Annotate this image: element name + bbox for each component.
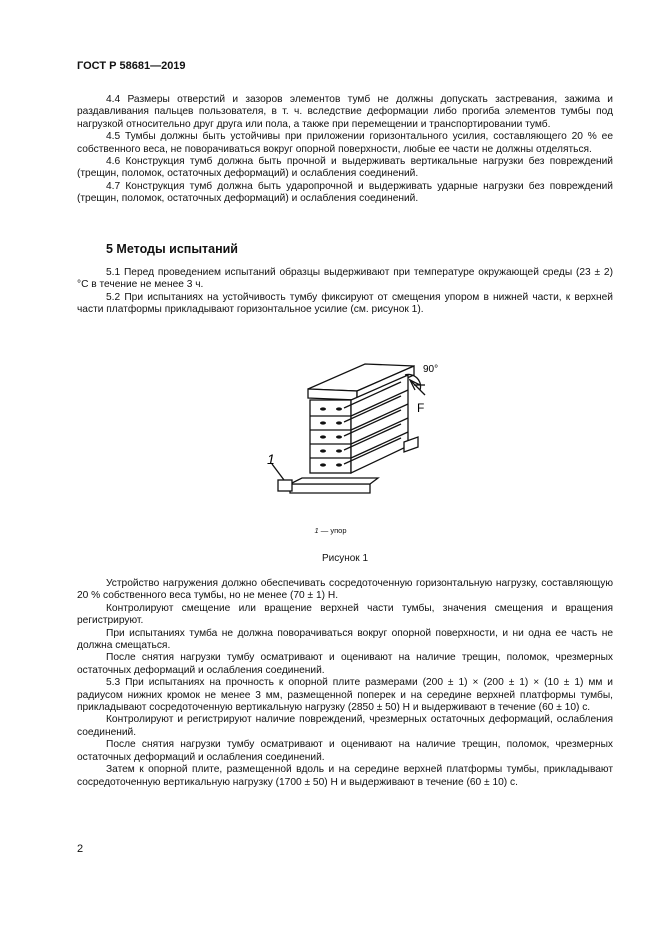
bottom-paragraphs	[77, 578, 613, 789]
paragraph-5-1: 5.1 Перед проведением испытаний образцы выдерживают при температуре окружающей среды (23 ± 2) °С в течение не менее 3 ч.	[77, 267, 613, 291]
paragraph-register-damage: Контролируют и регистрируют наличие повреждений, чрезмерных остаточных деформаций, ослабления соединений.	[77, 714, 613, 738]
paragraph-control-displacement: Контролируют смещение или вращение верхней части тумбы, значения смещения и вращения регистрируют.	[77, 602, 613, 627]
handle-mark	[320, 463, 326, 466]
force-label: F	[417, 401, 425, 415]
nightstand-diagram	[260, 350, 440, 500]
legend-number: 1	[314, 526, 319, 535]
paragraph-loading-device: Устройство нагружения должно обеспечивать сосредоточенную горизонтальную нагрузку, составляющую 20 % собственного веса тумбы, но не менее (70 ± 1) Н.	[77, 578, 613, 602]
paragraph-longitudinal-load: Затем к опорной плите, размещенной вдоль и на середине верхней платформы тумбы, прикладывают сосредоточенную вертикальную нагрузку (1700 ± 50) Н и выдерживают в течение (60 ± 10) с.	[77, 764, 613, 788]
section-heading: 5 Методы испытаний	[106, 242, 238, 256]
document-header: ГОСТ Р 58681—2019	[77, 60, 186, 72]
paragraph-4-5: 4.5 Тумбы должны быть устойчивы при приложении горизонтального усилия, составляющего 20 % ее собственного веса, не поворачиваться вокруг опорной поверхности, любые ее части не должны отделяться.	[77, 131, 613, 155]
page-number: 2	[77, 843, 84, 855]
paragraph-4-4: 4.4 Размеры отверстий и зазоров элементов тумб не должны допускать застревания, зажима и раздавливания пальцев пользователя, в т. ч. вследствие деформации либо прогиба элементов тумбы под нагрузкой относительно друг друга или пола, а также при перемещении и транспортировании тумб.	[77, 94, 613, 130]
figure-caption: Рисунок 1	[321, 553, 369, 564]
handle-mark	[336, 463, 342, 466]
top-paragraphs	[77, 94, 613, 206]
legend-text: — упор	[320, 526, 347, 535]
handle-mark	[320, 449, 326, 452]
angle-label: 90°	[423, 364, 439, 375]
handle-mark	[336, 449, 342, 452]
paragraph-4-6: 4.6 Конструкция тумб должна быть прочной и выдерживать вертикальные нагрузки без повреждений (трещин, поломок, остаточных деформаций) и ослабления соединений.	[77, 156, 613, 180]
callout-number: 1	[267, 451, 275, 467]
section-paragraphs	[77, 267, 613, 317]
handle-mark	[336, 435, 342, 438]
paragraph-4-7: 4.7 Конструкция тумб должна быть ударопрочной и выдерживать ударные нагрузки без повреждений (трещин, поломок, остаточных деформаций) и ослабления соединений.	[77, 180, 613, 205]
handle-mark	[320, 407, 326, 410]
paragraph-no-rotation: При испытаниях тумба не должна поворачиваться вокруг опорной поверхности, и ни одна ее часть не должна смещаться.	[77, 627, 613, 652]
paragraph-inspection-1: После снятия нагрузки тумбу осматривают и оценивают на наличие трещин, поломок, чрезмерных остаточных деформаций и ослабления соединений.	[77, 652, 613, 676]
figure-1-drawing	[260, 350, 440, 500]
figure-legend	[0, 526, 661, 535]
paragraph-inspection-2: После снятия нагрузки тумбу осматривают и оценивают на наличие трещин, поломок, чрезмерных остаточных деформаций и ослабления соединений.	[77, 739, 613, 763]
handle-mark	[320, 435, 326, 438]
paragraph-5-3: 5.3 При испытаниях на прочность к опорной плите размерами (200 ± 1) × (200 ± 1) × (10 ± 1) мм и радиусом нижних кромок не менее 3 мм, размещенной поперек и на середине верхней платформы тумбы, прикладывают сосредоточенную вертикальную нагрузку (2850 ± 50) Н и выдерживают в течение (60 ± 10) с.	[77, 677, 613, 714]
handle-mark	[320, 421, 326, 424]
handle-mark	[336, 407, 342, 410]
paragraph-5-2: 5.2 При испытаниях на устойчивость тумбу фиксируют от смещения упором в нижней части, к верхней части платформы прикладывают горизонтальное усилие (см. рисунок 1).	[77, 291, 613, 316]
handle-mark	[336, 421, 342, 424]
